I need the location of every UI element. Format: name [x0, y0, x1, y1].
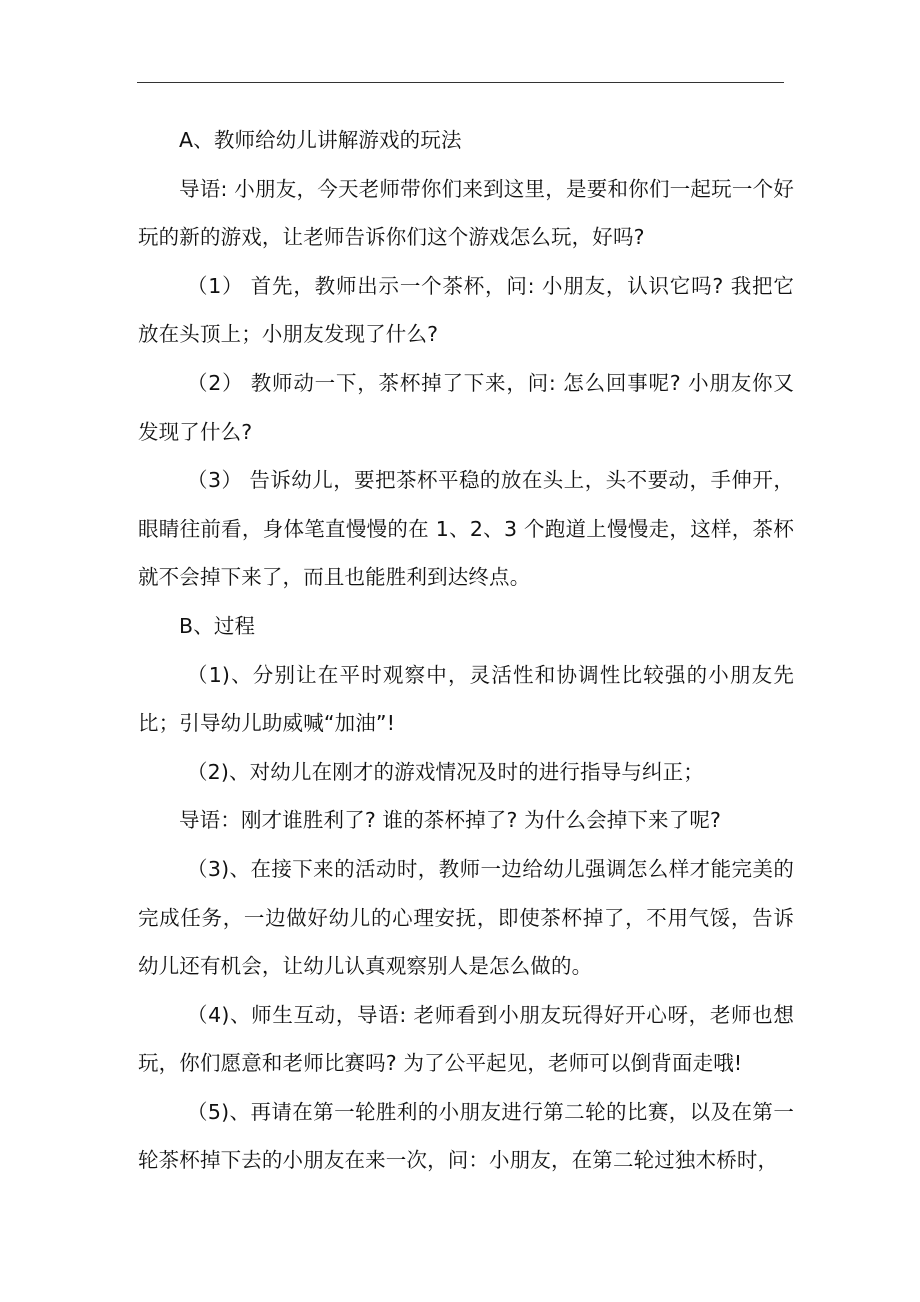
process-2-paragraph: （2)、对幼儿在刚才的游戏情况及时的进行指导与纠正；: [187, 759, 704, 784]
process-1-paragraph: （1)、分别让在平时观察中，灵活性和协调性比较强的小朋友先比；引导幼儿助威喊“加油”!: [138, 662, 794, 736]
section-b-heading: B、过程: [179, 613, 256, 638]
process-5-paragraph: （5)、再请在第一轮胜利的小朋友进行第二轮的比赛，以及在第一轮茶杯掉下去的小朋友在来一次，问：小朋友，在第二轮过独木桥时，: [138, 1099, 794, 1173]
header-rule: [137, 82, 784, 83]
step-3-paragraph: （3） 告诉幼儿，要把茶杯平稳的放在头上，头不要动，手伸开，眼睛往前看，身体笔直慢慢的在 1、2、3 个跑道上慢慢走，这样，茶杯就不会掉下来了，而且也能胜利到达终点。: [138, 468, 794, 590]
step-1-paragraph: （1） 首先，教师出示一个茶杯，问: 小朋友，认识它吗? 我把它放在头顶上；小朋友发现了什么?: [138, 273, 794, 347]
document-body: [138, 116, 794, 1185]
process-guide-paragraph: 导语：刚才谁胜利了? 谁的茶杯掉了? 为什么会掉下来了呢?: [179, 808, 722, 833]
step-2-paragraph: （2） 教师动一下，茶杯掉了下来，问: 怎么回事呢? 小朋友你又发现了什么?: [138, 370, 794, 444]
process-4-paragraph: （4)、师生互动，导语: 老师看到小朋友玩得好开心呀，老师也想玩，你们愿意和老师比赛吗? 为了公平起见，老师可以倒背面走哦!: [138, 1002, 794, 1076]
process-3-paragraph: （3)、在接下来的活动时，教师一边给幼儿强调怎么样才能完美的完成任务，一边做好幼儿的心理安抚，即使茶杯掉了，不用气馁，告诉幼儿还有机会，让幼儿认真观察别人是怎么做的。: [138, 856, 794, 979]
section-a-heading: A、教师给幼儿讲解游戏的玩法: [179, 128, 462, 152]
intro-guide-paragraph: 导语: 小朋友，今天老师带你们来到这里，是要和你们一起玩一个好玩的新的游戏，让老师告诉你们这个游戏怎么玩，好吗?: [138, 176, 794, 250]
